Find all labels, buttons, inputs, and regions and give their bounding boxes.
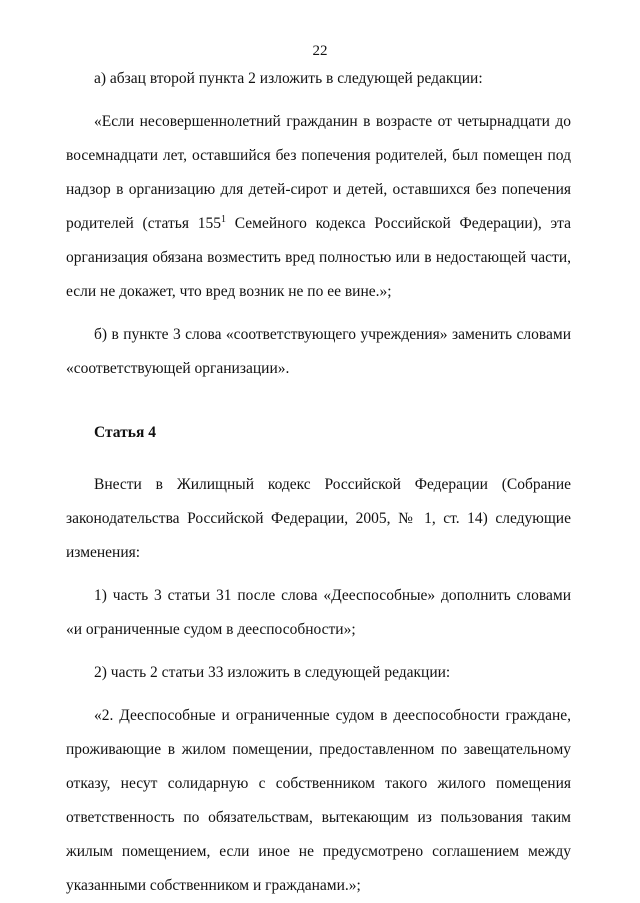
paragraph-quote-part-2: «2. Дееспособные и ограниченные судом в дееспособности граждане, проживающие в жилом помещении, предоставленном по завещательному отказу, несут солидарную с собственником такого жилого помещения ответственность по обязательствам, вытекающим из пользования таким жилым помещением, если иное не предусмотрено соглашением между указанными собственником и гражданами.»; [66, 707, 571, 894]
paragraph-quote-minor-text-start: «Если несовершеннолетний гражданин в возрасте от четырнадцати до восемнадцати лет, оставшийся без попечения родителей, был помещен под надзор в организацию для детей-сирот и детей, оставшихся без попечения родителей (статья 155 [66, 113, 571, 232]
paragraph-quote-minor-text-end: Семейного кодекса Российской Федерации), эта организация обязана возместить вред полностью или в недостающей части, если не докажет, что вред возник не по ее вине.»; [66, 215, 571, 300]
paragraph-b: б) в пункте 3 слова «соответствующего учреждения» заменить словами «соответствующей организации». [66, 326, 571, 377]
paragraph-amend-housing-code: Внести в Жилищный кодекс Российской Федерации (Собрание законодательства Российской Федерации, 2005, № 1, ст. 14) следующие изменения: [66, 476, 571, 561]
article-superscript: 1 [221, 214, 227, 225]
paragraph-item-1: 1) часть 3 статьи 31 после слова «Дееспособные» дополнить словами «и ограниченные судом в дееспособности»; [66, 587, 571, 638]
paragraph-a: а) абзац второй пункта 2 изложить в следующей редакции: [94, 70, 483, 87]
document-body [66, 62, 571, 903]
article-heading: Статья 4 [94, 424, 156, 441]
paragraph-quote-minor [66, 105, 571, 309]
page-number: 22 [312, 43, 328, 59]
paragraph-item-2: 2) часть 2 статьи 33 изложить в следующей редакции: [94, 664, 451, 681]
